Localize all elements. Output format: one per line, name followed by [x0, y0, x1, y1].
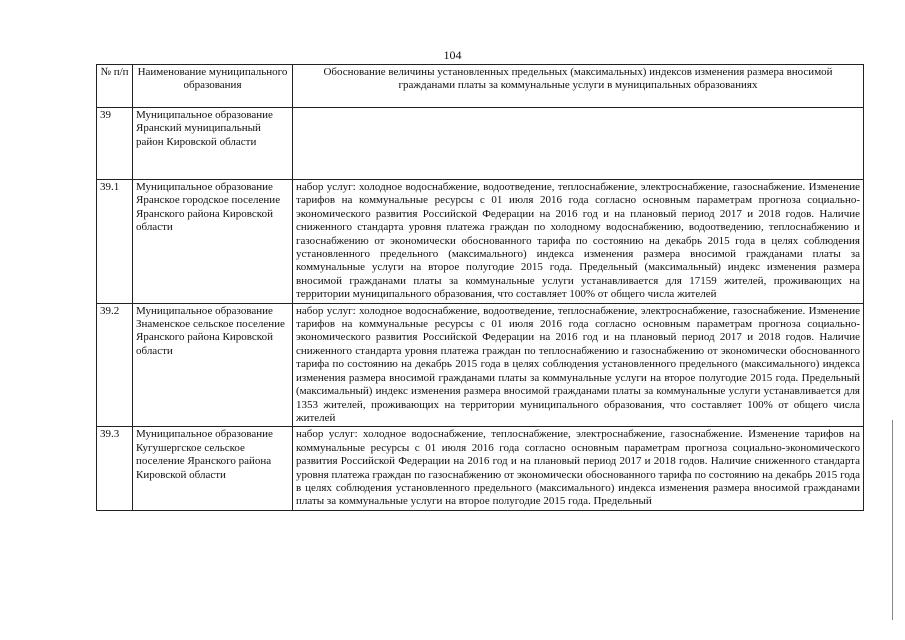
row-justification: набор услуг: холодное водоснабжение, водоотведение, теплоснабжение, электроснабжение, газоснабжение. Изменение тарифов на коммунальные ресурсы с 01 июля 2016 года согласно основным параметрам прогноза социально-экономического развития Российской Федерации на 2016 год и на плановый период 2017 и 2018 годов. Наличие сниженного стандарта уровня платежа граждан по холодному водоснабжению, водоотведению, теплоснабжению и газоснабжению от экономически обоснованного тарифа по состоянию на декабрь 2015 года в целях соблюдения установленного предельного (максимального) индекса изменения размера вносимой гражданами платы за коммунальные услуги на второе полугодие 2015 года. Предельный (максимальный) индекс изменения размера вносимой гражданами платы за коммунальные услуги устанавливается для 17159 жителей, проживающих на территории муниципального образования, что составляет 100% от общего числа жителей: [293, 180, 864, 304]
scan-edge-line: [892, 420, 893, 620]
header-justification: Обоснование величины установленных предельных (максимальных) индексов изменения размера вносимой гражданами платы за коммунальные услуги в муниципальных образованиях: [293, 65, 864, 108]
tariff-index-table: [96, 64, 864, 511]
row-justification: набор услуг: холодное водоснабжение, водоотведение, теплоснабжение, электроснабжение, газоснабжение. Изменение тарифов на коммунальные ресурсы с 01 июля 2016 года согласно основным параметрам прогноза социально-экономического развития Российской Федерации на 2016 год и на плановый период 2017 и 2018 годов. Наличие сниженного стандарта уровня платежа граждан по теплоснабжению и газоснабжению от экономически обоснованного тарифа по состоянию на декабрь 2015 года в целях соблюдения установленного предельного (максимального) индекса изменения размера вносимой гражданами платы за коммунальные услуги на второе полугодие 2015 года. Предельный (максимальный) индекс изменения размера вносимой гражданами платы за коммунальные услуги устанавливается для 1353 жителей, проживающих на территории муниципального образования, что составляет 100% от общего числа жителей: [293, 303, 864, 427]
row-municipality-name: Муниципальное образование Яранское городское поселение Яранского района Кировской области: [133, 180, 293, 304]
table-header-row: [97, 65, 864, 108]
table-row: [97, 108, 864, 180]
row-number: 39.1: [97, 180, 133, 304]
header-number: № п/п: [97, 65, 133, 108]
table-row: [97, 303, 864, 427]
header-municipality-name: Наименование муниципального образования: [133, 65, 293, 108]
row-municipality-name: Муниципальное образование Знаменское сельское поселение Яранского района Кировской области: [133, 303, 293, 427]
row-number: 39: [97, 108, 133, 180]
row-municipality-name: Муниципальное образование Кугушергское сельское поселение Яранского района Кировской области: [133, 427, 293, 510]
table-row: [97, 427, 864, 510]
page-number: 104: [443, 48, 462, 62]
row-number: 39.2: [97, 303, 133, 427]
row-municipality-name: Муниципальное образование Яранский муниципальный район Кировской области: [133, 108, 293, 180]
row-justification: набор услуг: холодное водоснабжение, теплоснабжение, электроснабжение, газоснабжение. Изменение тарифов на коммунальные ресурсы с 01 июля 2016 года согласно основным параметрам прогноза социально-экономического развития Российской Федерации на 2016 год и на плановый период 2017 и 2018 годов. Наличие сниженного стандарта уровня платежа граждан по газоснабжению от экономически обоснованного тарифа по состоянию на декабрь 2015 года в целях соблюдения установленного предельного (максимального) индекса изменения размера вносимой гражданами платы за коммунальные услуги на второе полугодие 2015 года. Предельный: [293, 427, 864, 510]
table-row: [97, 180, 864, 304]
row-justification: [293, 108, 864, 180]
row-number: 39.3: [97, 427, 133, 510]
